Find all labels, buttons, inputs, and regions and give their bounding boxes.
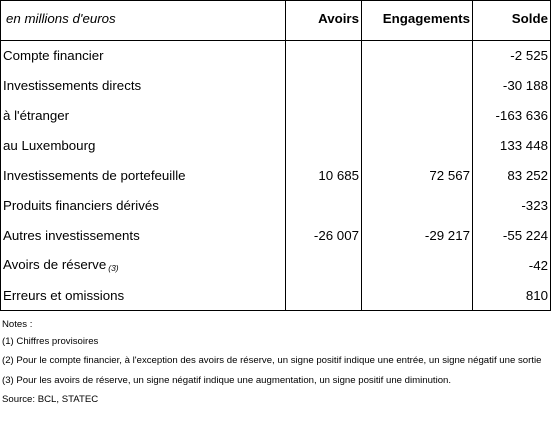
engagements-cell — [362, 190, 473, 220]
table-row — [1, 190, 551, 220]
row-label: Compte financier — [3, 48, 104, 63]
row-label: à l'étranger — [3, 107, 70, 123]
column-header-solde: Solde — [473, 1, 551, 41]
avoirs-cell — [286, 250, 362, 280]
notes-title: Notes : — [2, 319, 33, 330]
engagements-cell: 72 567 — [362, 160, 473, 190]
row-label: Investissements directs — [3, 77, 142, 93]
avoirs-cell — [286, 190, 362, 220]
solde-cell: -55 224 — [473, 220, 551, 250]
row-label-cell — [1, 190, 286, 220]
row-label-cell — [1, 100, 286, 130]
note-2: (2) Pour le compte financier, à l'exception des avoirs de réserve, un signe positif indique une entrée, un signe négatif une sortie — [2, 355, 542, 367]
table-row — [1, 160, 551, 190]
avoirs-cell — [286, 280, 362, 311]
note-3: (3) Pour les avoirs de réserve, un signe négatif indique une augmentation, un signe positif une diminution. — [2, 374, 452, 386]
notes-section — [2, 318, 550, 407]
row-label-cell — [1, 41, 286, 71]
avoirs-cell: -26 007 — [286, 220, 362, 250]
solde-cell: 133 448 — [473, 130, 551, 160]
column-header-avoirs: Avoirs — [286, 1, 362, 41]
engagements-cell — [362, 100, 473, 130]
row-label: Investissements de portefeuille — [3, 167, 186, 183]
engagements-cell — [362, 250, 473, 280]
table-row — [1, 100, 551, 130]
engagements-cell — [362, 280, 473, 311]
row-label-footnote-ref: (3) — [108, 263, 119, 273]
avoirs-cell: 10 685 — [286, 160, 362, 190]
table-header-row — [1, 1, 551, 41]
row-label-cell — [1, 280, 286, 311]
table-body — [1, 41, 551, 311]
row-label: au Luxembourg — [3, 137, 96, 153]
table-row — [1, 130, 551, 160]
column-header-engagements: Engagements — [362, 1, 473, 41]
table-row — [1, 280, 551, 311]
table-row — [1, 250, 551, 280]
unit-label: en millions d'euros — [1, 1, 286, 41]
row-label-cell — [1, 250, 286, 280]
avoirs-cell — [286, 130, 362, 160]
engagements-cell: -29 217 — [362, 220, 473, 250]
avoirs-cell — [286, 70, 362, 100]
solde-cell: -2 525 — [473, 41, 551, 71]
engagements-cell — [362, 130, 473, 160]
row-label: Erreurs et omissions — [3, 287, 125, 303]
row-label: Produits financiers dérivés — [3, 197, 159, 213]
solde-cell: -163 636 — [473, 100, 551, 130]
source-line: Source: BCL, STATEC — [2, 394, 99, 406]
avoirs-cell — [286, 41, 362, 71]
row-label: Autres investissements — [3, 227, 140, 243]
solde-cell: -323 — [473, 190, 551, 220]
table-row — [1, 220, 551, 250]
row-label-cell — [1, 130, 286, 160]
row-label-cell — [1, 70, 286, 100]
table-row — [1, 70, 551, 100]
solde-cell: -42 — [473, 250, 551, 280]
engagements-cell — [362, 41, 473, 71]
table-row — [1, 41, 551, 71]
row-label-cell — [1, 220, 286, 250]
engagements-cell — [362, 70, 473, 100]
row-label: Avoirs de réserve — [3, 257, 107, 272]
solde-cell: 810 — [473, 280, 551, 311]
avoirs-cell — [286, 100, 362, 130]
row-label-cell — [1, 160, 286, 190]
solde-cell: -30 188 — [473, 70, 551, 100]
solde-cell: 83 252 — [473, 160, 551, 190]
note-1: (1) Chiffres provisoires — [2, 335, 99, 347]
